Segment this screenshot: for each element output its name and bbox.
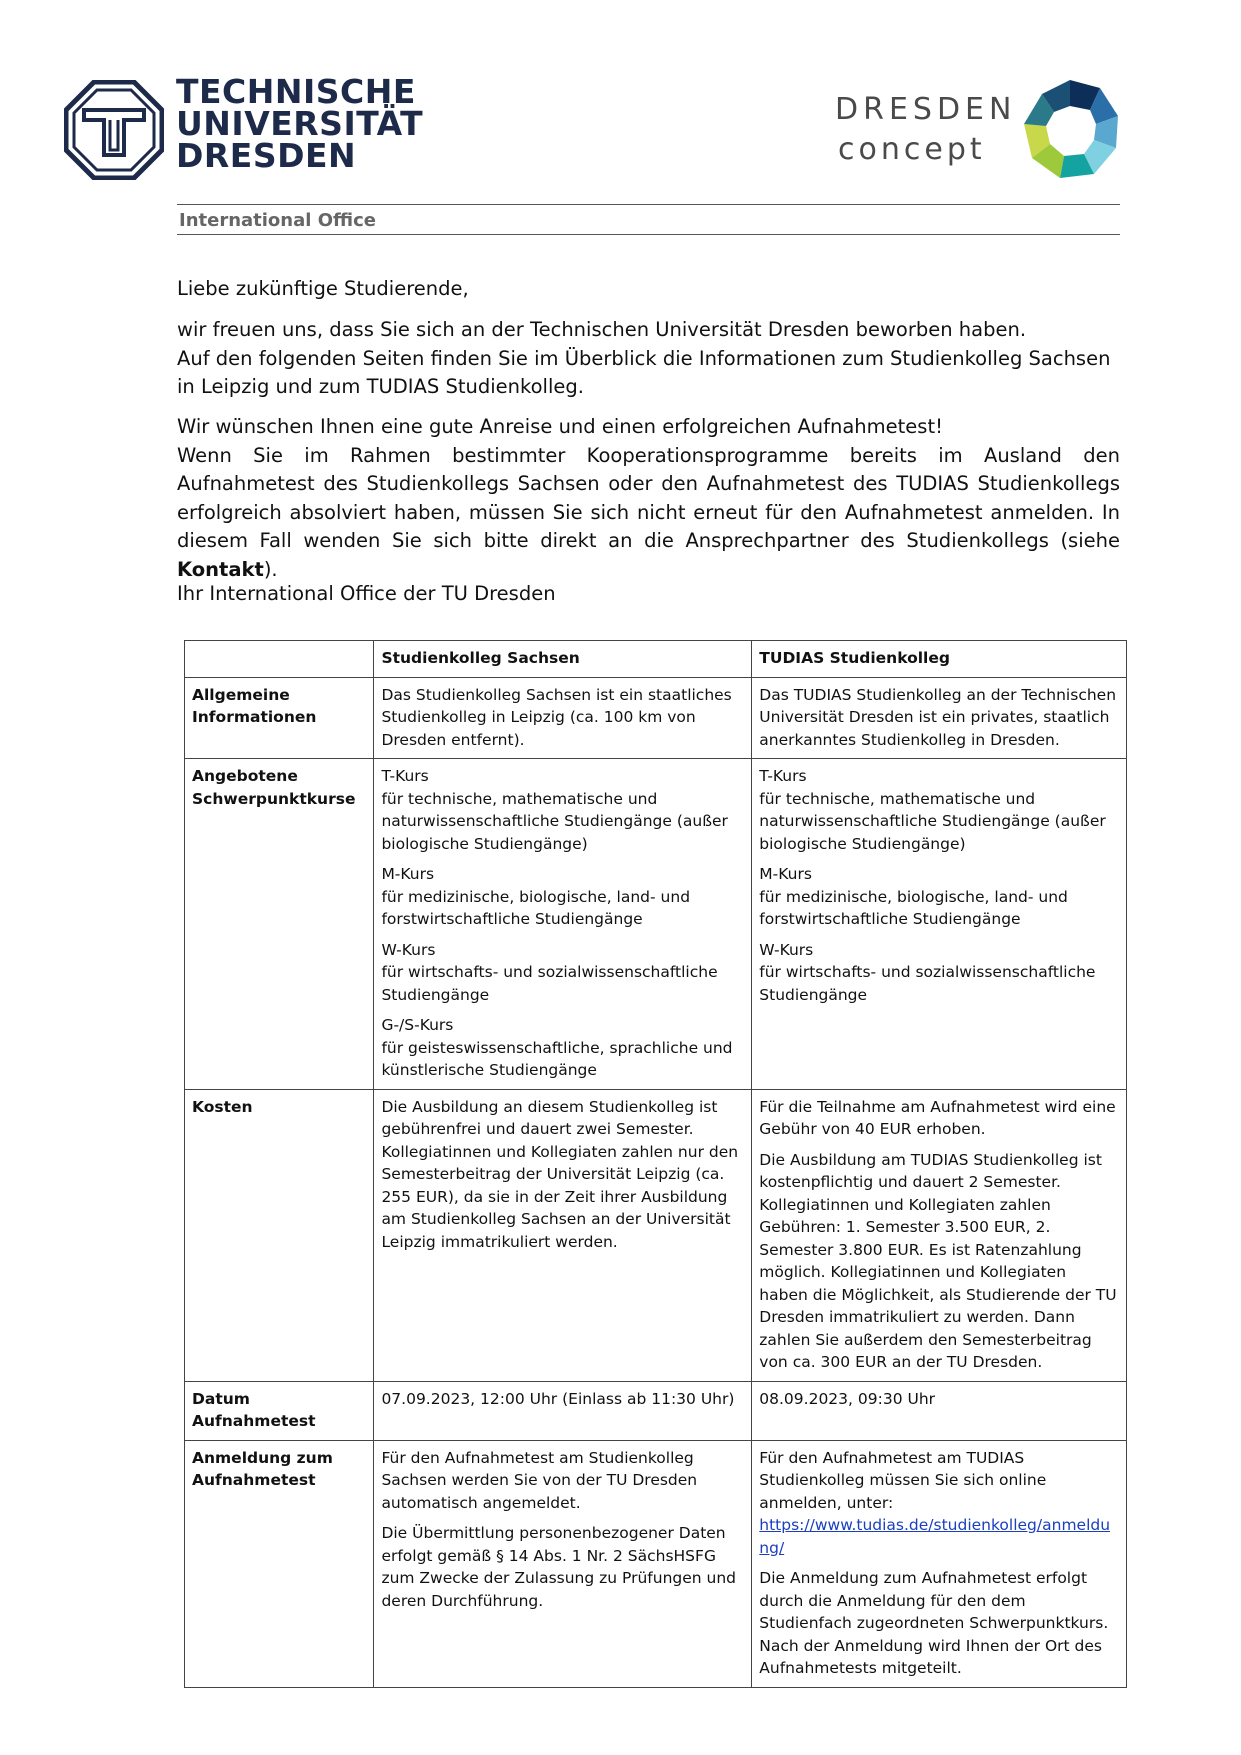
letter-paragraph-2: [177, 413, 1120, 584]
table-row-allgemeine-informationen: [185, 677, 1127, 759]
cell-sachsen: [374, 1440, 752, 1687]
course-text: für medizinische, biologische, land- und forstwirtschaftliche Studiengänge: [759, 887, 1068, 928]
letter-p2-line-1: Wir wünschen Ihnen eine gute Anreise und einen erfolgreichen Aufnahmetest!: [177, 415, 943, 438]
cell-sachsen: Die Ausbildung an diesem Studienkolleg ist gebührenfrei und dauert zwei Semester. Kollegiatinnen und Kollegiaten zahlen nur den Semesterbeitrag der Universität Leipzig (ca. 255 EUR), da sie in der Zeit ihrer Ausbildung am Studienkolleg Sachsen an der Universität Leipzig immatrikuliert werden.: [374, 1089, 752, 1381]
letter-p2-end: ).: [263, 557, 278, 581]
course-block: [381, 863, 744, 931]
course-text: für medizinische, biologische, land- und forstwirtschaftliche Studiengänge: [381, 887, 691, 928]
tu-logo-line-2: UNIVERSITÄT: [176, 104, 424, 143]
course-block: [381, 1014, 744, 1082]
table-header-row: [185, 641, 1127, 678]
course-block: [759, 939, 1119, 1007]
course-block: [759, 863, 1119, 931]
table-row-schwerpunktkurse: [185, 759, 1127, 1090]
dresden-concept-logo: [835, 78, 1125, 183]
letter-p2-text: Wenn Sie im Rahmen bestimmter Kooperationsprogramme bereits im Ausland den Aufnahmetest des Studienkollegs Sachsen oder den Aufnahmetest des TUDIAS Studienkollegs erfolgreich absolviert haben, müssen Sie sich nicht erneut für den Aufnahmetest anmelden. In diesem Fall wenden Sie sich bitte direkt an die Ansprechpartner des Studienkollegs (siehe: [177, 443, 1120, 552]
course-title: W-Kurs: [759, 940, 814, 959]
tu-dresden-wordmark: [176, 72, 424, 175]
letter-signature: Ihr International Office der TU Dresden: [177, 582, 556, 605]
course-title: M-Kurs: [381, 865, 435, 883]
cell-tudias: [752, 1440, 1127, 1687]
course-title: M-Kurs: [759, 865, 812, 883]
table-row-datum-aufnahmetest: [185, 1381, 1127, 1440]
registration-note: Die Anmeldung zum Aufnahmetest erfolgt durch die Anmeldung für den dem Studienfach zugeordneten Schwerpunktkurs. Nach der Anmeldung wird Ihnen der Ort des Aufnahmetests mitgeteilt.: [759, 1569, 1109, 1677]
data-protection-paragraph: Die Übermittlung personenbezogener Daten erfolgt gemäß § 14 Abs. 1 Nr. 2 SächsHSFG zum Zwecke der Zulassung zu Prüfungen und deren Durchführung.: [381, 1524, 737, 1610]
course-block: [759, 765, 1119, 855]
letter-greeting: Liebe zukünftige Studierende,: [177, 277, 469, 300]
office-title: International Office: [179, 210, 376, 231]
registration-block: [759, 1447, 1119, 1560]
tu-logo-line-3: DRESDEN: [176, 136, 357, 175]
row-label: Anmeldung zum Aufnahmetest: [185, 1440, 374, 1687]
cell-tudias: [752, 759, 1127, 1090]
row-label: Kosten: [185, 1089, 374, 1381]
course-block: [381, 939, 744, 1007]
letter-p1-line-2: Auf den folgenden Seiten finden Sie im Überblick die Informationen zum Studienkolleg Sachsen in Leipzig und zum TUDIAS Studienkolleg.: [177, 346, 1111, 398]
header-cell-empty: [185, 641, 374, 678]
course-title: T-Kurs: [381, 767, 429, 785]
dresden-concept-line-1: DRESDEN: [835, 92, 1017, 127]
course-text: für geisteswissenschaftliche, sprachliche und künstlerische Studiengänge: [381, 1038, 733, 1079]
course-text: für wirtschafts- und sozialwissenschaftliche Studiengänge: [759, 963, 1096, 1004]
table-row-anmeldung: [185, 1440, 1127, 1687]
registration-intro: Für den Aufnahmetest am TUDIAS Studienkolleg müssen Sie sich online anmelden, unter:: [759, 1448, 1047, 1512]
course-title: T-Kurs: [759, 767, 807, 785]
tu-dresden-emblem-icon: [64, 80, 164, 180]
kontakt-reference: Kontakt: [177, 557, 264, 581]
header-rule-top: [177, 204, 1120, 205]
dresden-concept-line-2: concept: [838, 132, 986, 167]
cell-sachsen: 07.09.2023, 12:00 Uhr (Einlass ab 11:30 Uhr): [374, 1381, 752, 1440]
course-text: für wirtschafts- und sozialwissenschaftliche Studiengänge: [381, 963, 718, 1004]
header-cell-sachsen: Studienkolleg Sachsen: [374, 641, 752, 678]
studienkolleg-comparison-table: [184, 640, 1127, 1688]
cell-tudias: 08.09.2023, 09:30 Uhr: [752, 1381, 1127, 1440]
tu-logo-line-1: TECHNISCHE: [176, 72, 416, 111]
cell-sachsen: Das Studienkolleg Sachsen ist ein staatliches Studienkolleg in Leipzig (ca. 100 km von Dresden entfernt).: [374, 677, 752, 759]
letter-p2-body: [177, 442, 1120, 585]
row-label: Angebotene Schwerpunktkurse: [185, 759, 374, 1090]
cell-sachsen: [374, 759, 752, 1090]
letter-p1-line-1: wir freuen uns, dass Sie sich an der Technischen Universität Dresden beworben haben.: [177, 318, 1027, 341]
header-rule-bottom: [177, 234, 1120, 235]
cost-paragraph: Die Ausbildung am TUDIAS Studienkolleg ist kostenpflichtig und dauert 2 Semester. Kollegiatinnen und Kollegiaten zahlen Gebühren: 1. Semester 3.500 EUR, 2. Semester 3.800 EUR. Es ist Ratenzahlung möglich. Kollegiatinnen und Kollegiaten haben die Möglichkeit, als Studierende der TU Dresden immatrikuliert zu werden. Dann zahlen Sie außerdem den Semesterbeitrag von ca. 300 EUR an der TU Dresden.: [759, 1150, 1117, 1371]
letter-paragraph-1: [177, 316, 1120, 402]
tu-dresden-logo: [64, 72, 424, 180]
course-title: G-/S-Kurs: [381, 1016, 454, 1034]
course-text: für technische, mathematische und naturwissenschaftliche Studiengänge (außer biologische Studiengänge): [759, 789, 1106, 853]
header-cell-tudias: TUDIAS Studienkolleg: [752, 641, 1127, 678]
course-text: für technische, mathematische und naturwissenschaftliche Studiengänge (außer biologische Studiengänge): [381, 789, 728, 853]
cell-tudias: Das TUDIAS Studienkolleg an der Technischen Universität Dresden ist ein privates, staatlich anerkanntes Studienkolleg in Dresden.: [752, 677, 1127, 759]
dresden-concept-mark-icon: [1020, 78, 1120, 182]
registration-paragraph: Für den Aufnahmetest am Studienkolleg Sachsen werden Sie von der TU Dresden automatisch angemeldet.: [381, 1448, 698, 1512]
row-label: Datum Aufnahmetest: [185, 1381, 374, 1440]
row-label: Allgemeine Informationen: [185, 677, 374, 759]
course-title: W-Kurs: [381, 940, 436, 959]
tudias-registration-link[interactable]: https://www.tudias.de/studienkolleg/anmeldung/: [759, 1516, 1111, 1557]
course-block: [381, 765, 744, 855]
cost-paragraph: Für die Teilnahme am Aufnahmetest wird eine Gebühr von 40 EUR erhoben.: [759, 1097, 1116, 1138]
cell-tudias: [752, 1089, 1127, 1381]
table-row-kosten: [185, 1089, 1127, 1381]
